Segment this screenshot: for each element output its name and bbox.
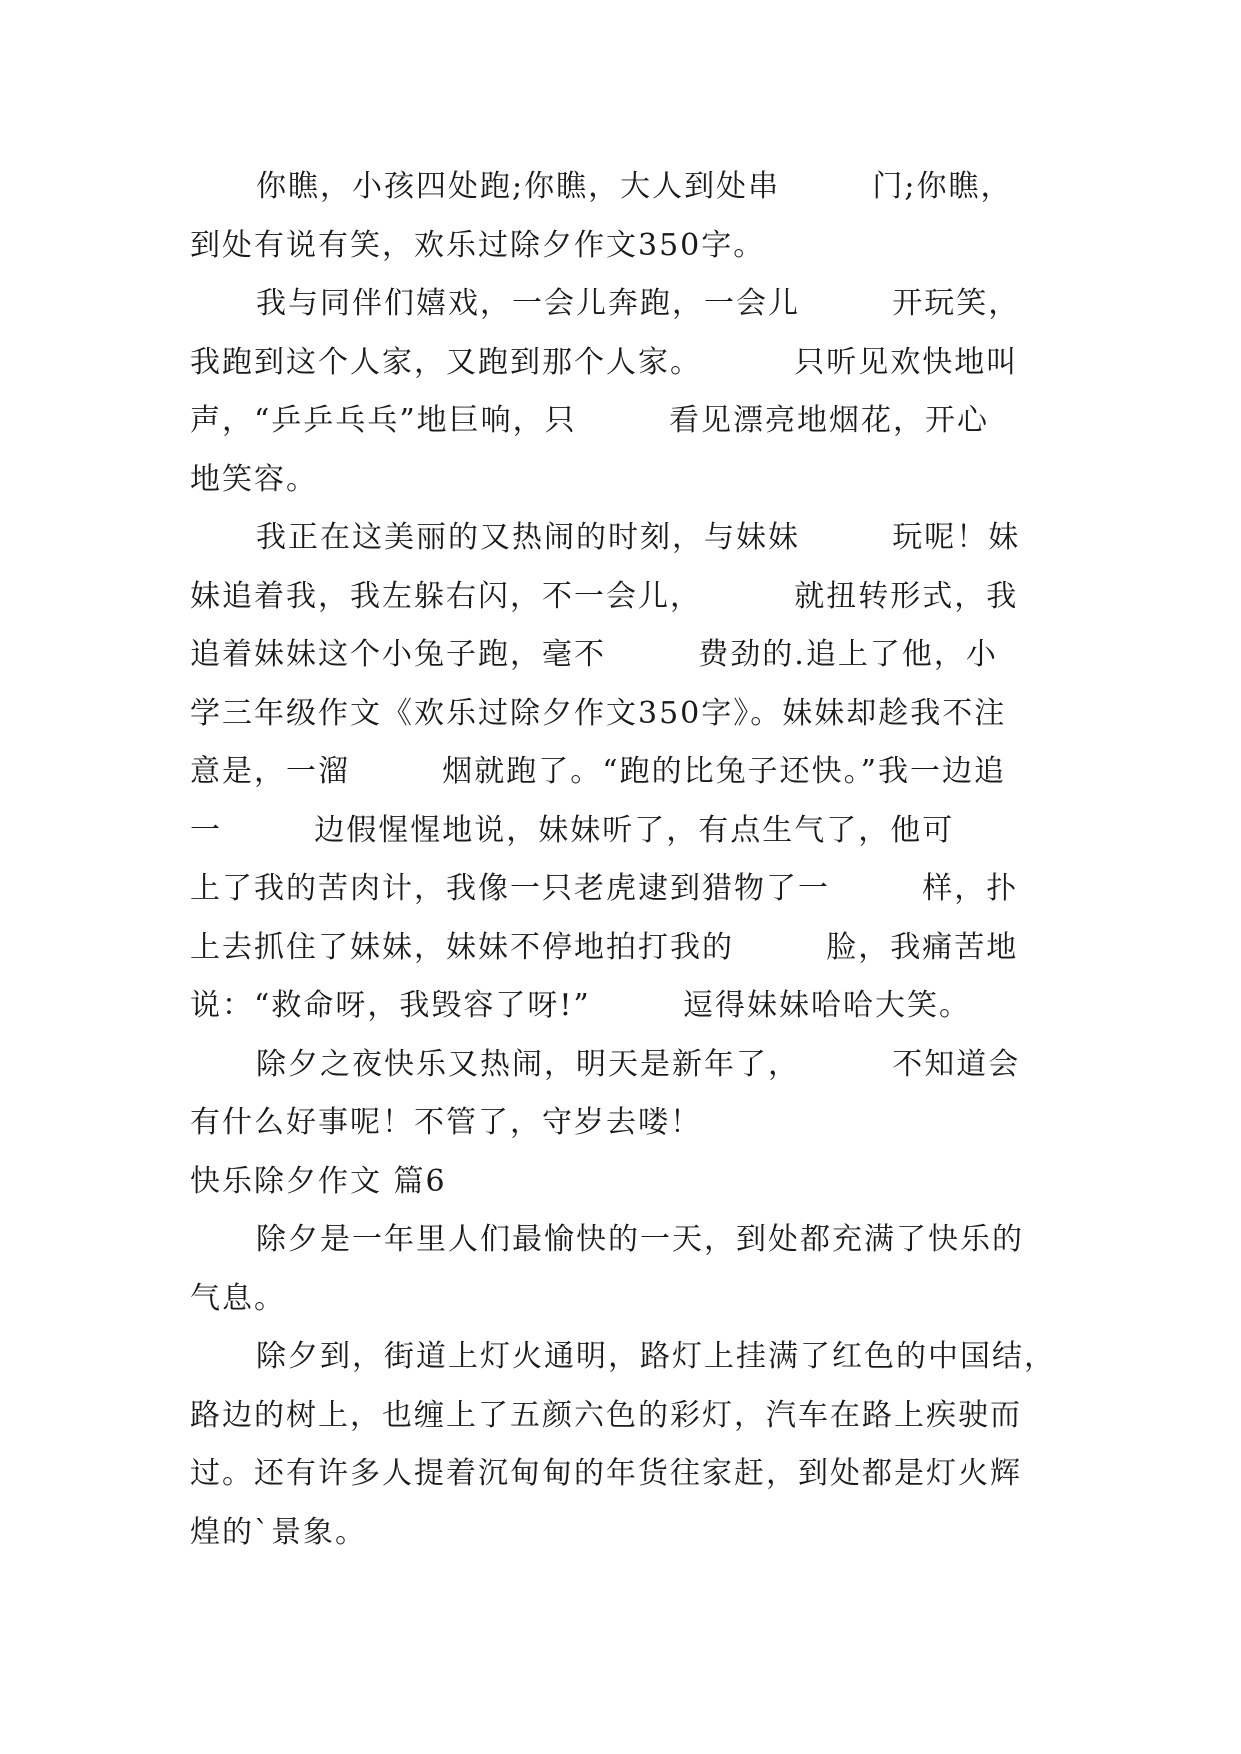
- paragraph-line: 声，“乒乒乓乓”地巨响，只 看见漂亮地烟花，开心: [190, 403, 989, 438]
- paragraph-line: 除夕到，街道上灯火通明，路灯上挂满了红色的中国结，: [256, 1339, 1056, 1374]
- paragraph-line: 除夕之夜快乐又热闹，明天是新年了， 不知道会: [256, 1046, 1021, 1082]
- paragraph-line: 除夕是一年里人们最愉快的一天，到处都充满了快乐的: [256, 1222, 1024, 1257]
- paragraph-line: 学三年级作文《欢乐过除夕作文350字》。妹妹却趁我不注: [190, 695, 1007, 731]
- paragraph-line: 到处有说有笑，欢乐过除夕作文350字。: [190, 227, 766, 263]
- paragraph-line: 妹追着我，我左躲右闪，不一会儿， 就扭转形式，我: [190, 578, 1019, 614]
- paragraph-line: 我正在这美丽的又热闹的时刻，与妹妹 玩呢！妹: [256, 520, 1021, 555]
- paragraph-line: 我与同伴们嬉戏，一会儿奔跑，一会儿 开玩笑，: [256, 286, 1021, 321]
- paragraph-line: 一 边假惺惺地说，妹妹听了，有点生气了，他可: [190, 812, 955, 848]
- paragraph-line: 地笑容。: [190, 461, 318, 497]
- paragraph-line: 上了我的苦肉计，我像一只老虎逮到猎物了一 样，扑: [190, 871, 1019, 906]
- paragraph-line: 过。还有许多人提着沉甸甸的年货往家赶，到处都是灯火辉: [190, 1456, 1022, 1491]
- paragraph-line: 你瞧，小孩四处跑;你瞧，大人到处串 门;你瞧，: [256, 169, 1013, 204]
- paragraph-line: 气息。: [190, 1280, 286, 1316]
- paragraph-line: 追着妹妹这个小兔子跑，毫不 费劲的.追上了他，小: [190, 637, 998, 672]
- paragraph-line: 我跑到这个人家，又跑到那个人家。 只听见欢快地叫: [190, 344, 1019, 380]
- section-heading: 快乐除夕作文 篇6: [190, 1163, 447, 1199]
- paragraph-line: 意是，一溜 烟就跑了。“跑的比兔子还快。”我一边追: [190, 754, 1006, 789]
- paragraph-line: 说：“救命呀，我毁容了呀!” 逗得妹妹哈哈大笑。: [190, 988, 972, 1023]
- paragraph-line: 路边的树上，也缠上了五颜六色的彩灯，汽车在路上疾驶而: [190, 1397, 1022, 1433]
- paragraph-line: 上去抓住了妹妹，妹妹不停地拍打我的 脸，我痛苦地: [190, 929, 1019, 965]
- paragraph-line: 煌的`景象。: [190, 1514, 367, 1550]
- document-page: [190, 158, 1056, 1562]
- paragraph-line: 有什么好事呢！不管了，守岁去喽！: [190, 1105, 702, 1140]
